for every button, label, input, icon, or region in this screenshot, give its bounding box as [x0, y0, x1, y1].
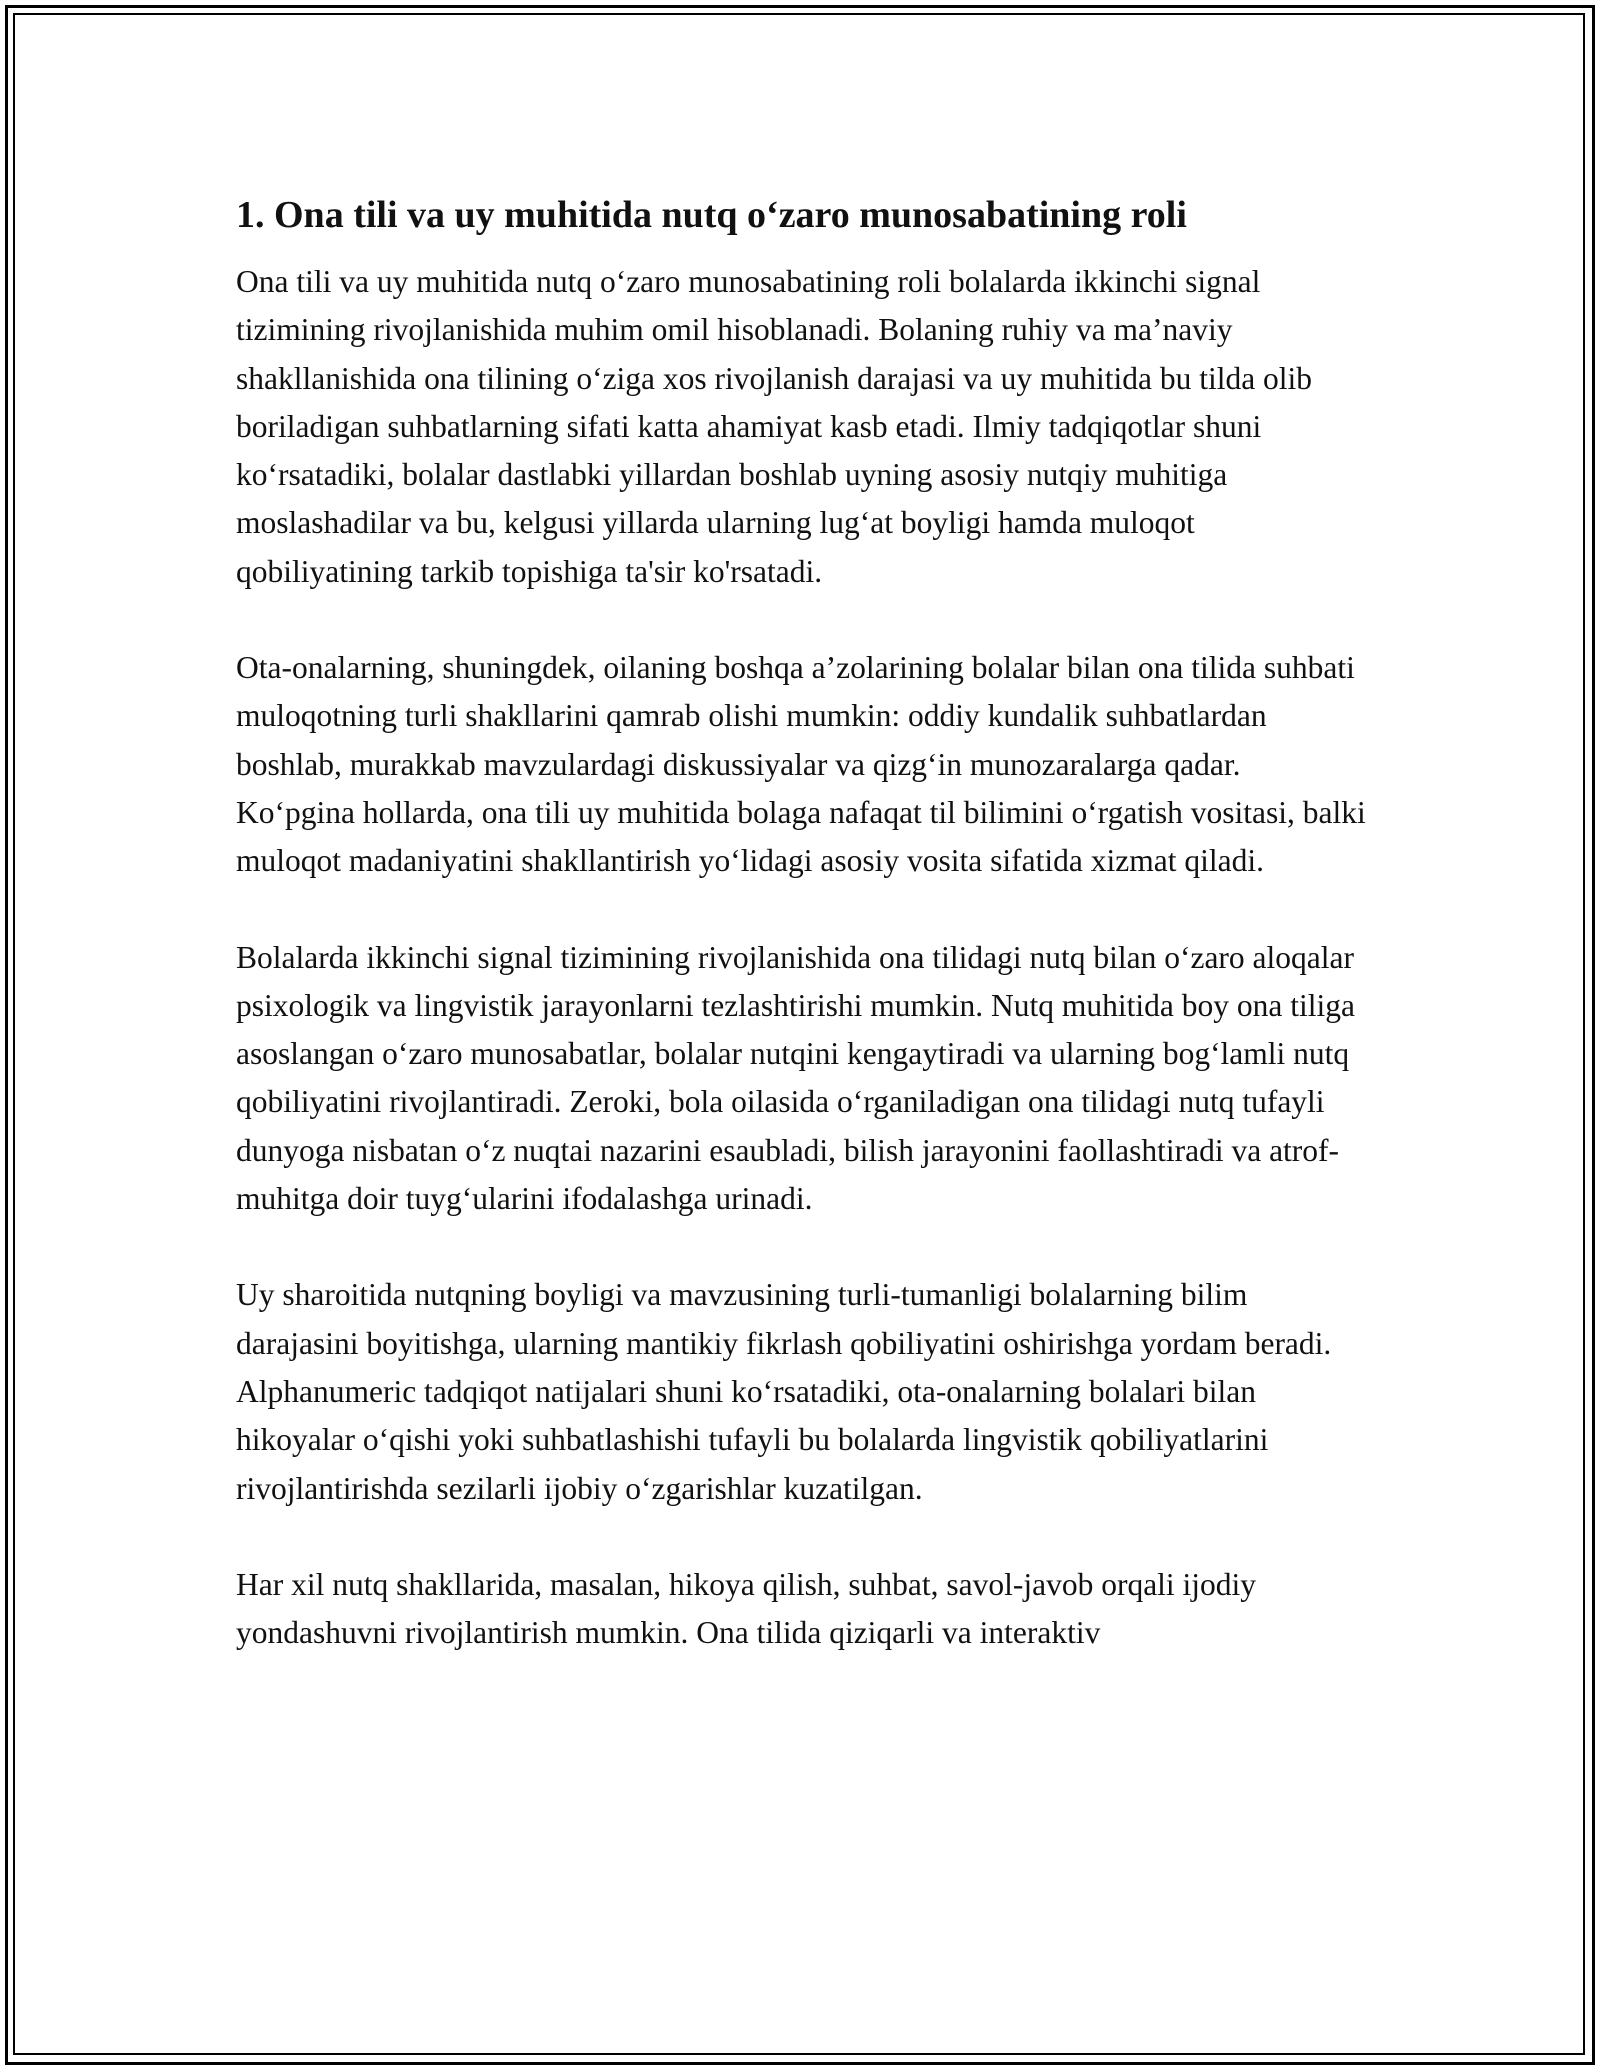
paragraph-2: Ota-onalarning, shuningdek, oilaning boshqa a’zolarining bolalar bilan ona tilida suhbati muloqotning turli shakllarini qamrab olishi mumkin: oddiy kundalik suhbatlardan boshlab, murakkab mavzulardagi diskussiyalar va qizg‘in munozaralarga qadar. Ko‘pgina hollarda, ona tili uy muhitida bolaga nafaqat til bilimini o‘rgatish vositasi, balki muloqot madaniyatini shakllantirish yo‘lidagi asosiy vosita sifatida xizmat qiladi.	[236, 650, 1366, 879]
section-heading: 1. Ona tili va uy muhitida nutq o‘zaro munosabatining roli	[236, 194, 1187, 236]
paragraph-4: Uy sharoitida nutqning boyligi va mavzusining turli-tumanligi bolalarning bilim darajasini boyitishga, ularning mantikiy fikrlash qobiliyatini oshirishga yordam beradi. Alphanumeric tadqiqot natijalari shuni ko‘rsatadiki, ota-onalarning bolalari bilan hikoyalar o‘qishi yoki suhbatlashishi tufayli bu bolalarda lingvistik qobiliyatlarini rivojlantirishda sezilarli ijobiy o‘zgarishlar kuzatilgan.	[236, 1277, 1332, 1506]
paragraph-3: Bolalarda ikkinchi signal tizimining rivojlanishida ona tilidagi nutq bilan o‘zaro aloqalar psixologik va lingvistik jarayonlarni tezlashtirishi mumkin. Nutq muhitida boy ona tiliga asoslangan o‘zaro munosabatlar, bolalar nutqini kengaytiradi va ularning bog‘lamli nutq qobiliyatini rivojlantiradi. Zeroki, bola oilasida o‘rganiladigan ona tilidagi nutq tufayli dunyoga nisbatan o‘z nuqtai nazarini esaubladi, bilish jarayonini faollashtiradi va atrof-muhitga doir tuyg‘ularini ifodalashga urinadi.	[236, 939, 1355, 1217]
document-body	[236, 186, 1366, 1657]
paragraph-1: Ona tili va uy muhitida nutq o‘zaro munosabatining roli bolalarda ikkinchi signal tizimining rivojlanishida muhim omil hisoblanadi. Bolaning ruhiy va ma’naviy shakllanishida ona tilining o‘ziga xos rivojlanish darajasi va uy muhitida bu tilda olib boriladigan suhbatlarning sifati katta ahamiyat kasb etadi. Ilmiy tadqiqotlar shuni ko‘rsatadiki, bolalar dastlabki yillardan boshlab uyning asosiy nutqiy muhitiga moslashadilar va bu, kelgusi yillarda ularning lug‘at boyligi hamda muloqot qobiliyatining tarkib topishiga ta'sir ko'rsatadi.	[236, 264, 1313, 589]
paragraph-5: Har xil nutq shakllarida, masalan, hikoya qilish, suhbat, savol-javob orqali ijodiy yondashuvni rivojlantirish mumkin. Ona tilida qiziqarli va interaktiv	[236, 1566, 1257, 1651]
